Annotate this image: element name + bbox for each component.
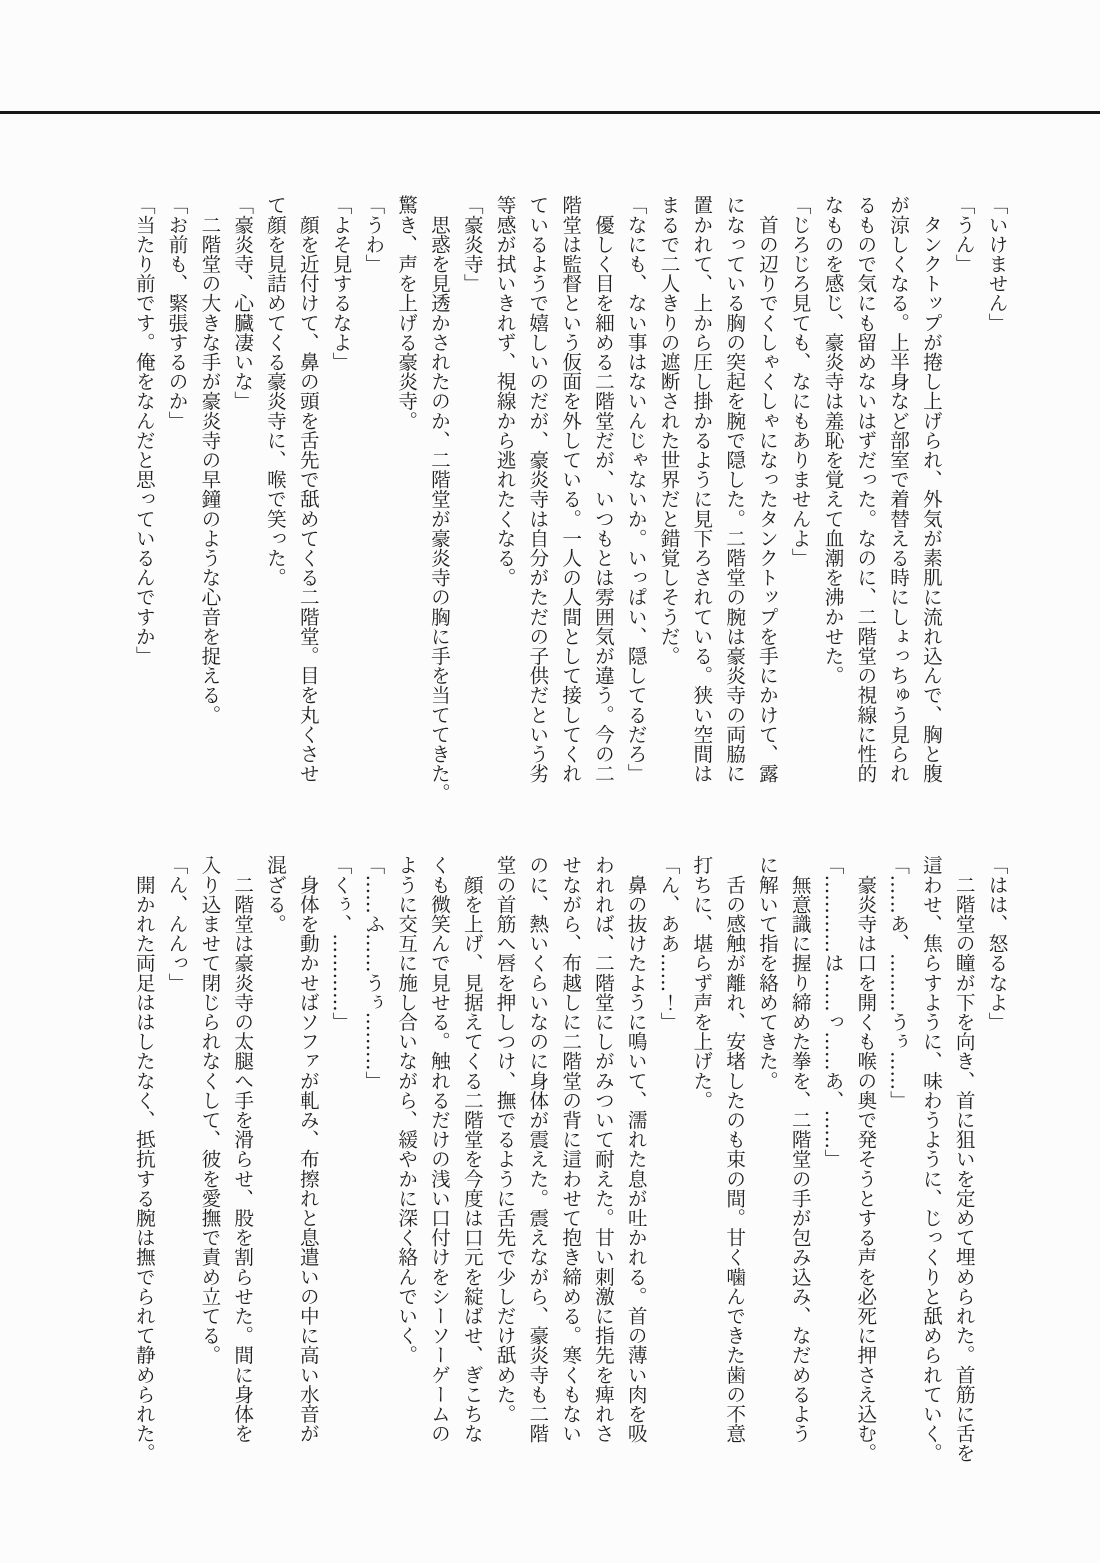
text-line: 等感が拭いきれず、視線から逃れたくなる。 (493, 195, 517, 587)
text-line: 首の辺りでくしゃくしゃになったタンクトップを手にかけて、露 (755, 195, 779, 783)
text-line: 二階堂は豪炎寺の太腿へ手を滑らせ、股を割らせた。間に身体を (230, 855, 254, 1443)
text-line: が涼しくなる。上半身など部室で着替える時にしょっちゅう見られ (886, 195, 910, 783)
text-line: まるで二人きりの遮断された世界だと錯覚しそうだ。 (657, 195, 681, 666)
text-line: 「当たり前です。俺をなんだと思っているんですか」 (132, 195, 156, 666)
text-line: 「……ふ……うぅ………」 (361, 855, 385, 1091)
text-line: 「…………は……っ……あ、……」 (821, 855, 845, 1169)
text-block-bottom (126, 855, 1012, 1463)
text-line: 入り込ませて閉じられなくして、彼を愛撫で責め立てる。 (197, 855, 221, 1365)
text-line: 「じろじろ見ても、なにもありませんよ」 (788, 195, 812, 568)
text-line: て顔を見詰めてくる豪炎寺に、喉で笑った。 (263, 195, 287, 587)
text-line: 「ん、ああ……！」 (657, 855, 681, 1032)
text-line: に解いて指を絡めてきた。 (755, 855, 779, 1091)
text-line: るもので気にも留めないはずだった。なのに、二階堂の視線に性的 (853, 195, 877, 783)
text-line: タンクトップが捲し上げられ、外気が素肌に流れ込んで、胸と腹 (919, 195, 943, 783)
text-line: 「……あ、………うぅ……」 (886, 855, 910, 1110)
text-line: 驚き、声を上げる豪炎寺。 (394, 195, 418, 431)
text-line: 思惑を見透かされたのか、二階堂が豪炎寺の胸に手を当ててきた。 (427, 195, 451, 803)
text-line: 「よそ見するなよ」 (329, 195, 353, 372)
text-line: 優しく目を細める二階堂だが、いつもとは雰囲気が違う。今の二 (591, 195, 615, 783)
text-line: 「ん、んんっ」 (165, 855, 189, 993)
text-line: われれば、二階堂にしがみついて耐えた。甘い刺激に指先を痺れさ (591, 855, 615, 1443)
header-rule (0, 111, 1100, 114)
text-line: 二階堂の大きな手が豪炎寺の早鐘のような心音を捉える。 (197, 195, 221, 725)
text-line: 二階堂の瞳が下を向き、首に狙いを定めて埋められた。首筋に舌を (952, 855, 976, 1463)
text-line: 階堂は監督という仮面を外している。一人の人間として接してくれ (558, 195, 582, 783)
text-line: 「はは、怒るなよ」 (985, 855, 1008, 1032)
text-line: 「いけません」 (985, 195, 1008, 333)
text-line: ように交互に施し合いながら、緩やかに深く絡んでいく。 (394, 855, 418, 1365)
text-line: 顔を上げ、見据えてくる二階堂を今度は口元を綻ばせ、ぎこちな (460, 855, 484, 1443)
text-line: 舌の感触が離れ、安堵したのも束の間。甘く噛んできた歯の不意 (722, 855, 746, 1443)
text-block-top (126, 195, 1012, 803)
text-line: 開かれた両足ははしたなく、抵抗する腕は撫でられて静められた。 (132, 855, 156, 1463)
text-line: ているようで嬉しいのだが、豪炎寺は自分がただの子供だという劣 (525, 195, 549, 783)
text-line: 「くぅ、…………」 (329, 855, 353, 1032)
text-line: 混ざる。 (263, 855, 287, 934)
text-line: になっている胸の突起を腕で隠した。二階堂の腕は豪炎寺の両脇に (722, 195, 746, 783)
text-line: くも微笑んで見せる。触れるだけの浅い口付けをシーソーゲームの (427, 855, 451, 1443)
text-line: 鼻の抜けたように鳴いて、濡れた息が吐かれる。首の薄い肉を吸 (624, 855, 648, 1443)
text-line: 「豪炎寺」 (460, 195, 484, 293)
text-line: 打ちに、堪らず声を上げた。 (689, 855, 713, 1110)
text-line: 無意識に握り締めた拳を、二階堂の手が包み込み、なだめるよう (788, 855, 812, 1443)
text-line: 豪炎寺は口を開くも喉の奥で発そうとする声を必死に押さえ込む。 (853, 855, 877, 1463)
text-line: 身体を動かせばソファが軋み、布擦れと息遣いの中に高い水音が (296, 855, 320, 1443)
text-line: せながら、布越しに二階堂の背に這わせて抱き締める。寒くもない (558, 855, 582, 1443)
text-line: 這わせ、焦らすように、味わうように、じっくりと舐められていく。 (919, 855, 943, 1463)
text-line: 「うん」 (952, 195, 976, 274)
text-line: 「なにも、ない事はないんじゃないか。いっぱい、隠してるだろ」 (624, 195, 648, 783)
text-line: 顔を近付けて、鼻の頭を舌先で舐めてくる二階堂。目を丸くさせ (296, 195, 320, 783)
text-line: 堂の首筋へ唇を押しつけ、撫でるように舌先で少しだけ舐めた。 (493, 855, 517, 1424)
text-line: 「うわ」 (361, 195, 385, 274)
text-line: なものを感じ、豪炎寺は羞恥を覚えて血潮を沸かせた。 (821, 195, 845, 685)
text-line: のに、熱いくらいなのに身体が震えた。震えながら、豪炎寺も二階 (525, 855, 549, 1443)
text-line: 「豪炎寺、心臓凄いな」 (230, 195, 254, 411)
text-line: 置かれて、上から圧し掛かるように見下ろされている。狭い空間は (689, 195, 713, 783)
text-line: 「お前も、緊張するのか」 (165, 195, 189, 431)
